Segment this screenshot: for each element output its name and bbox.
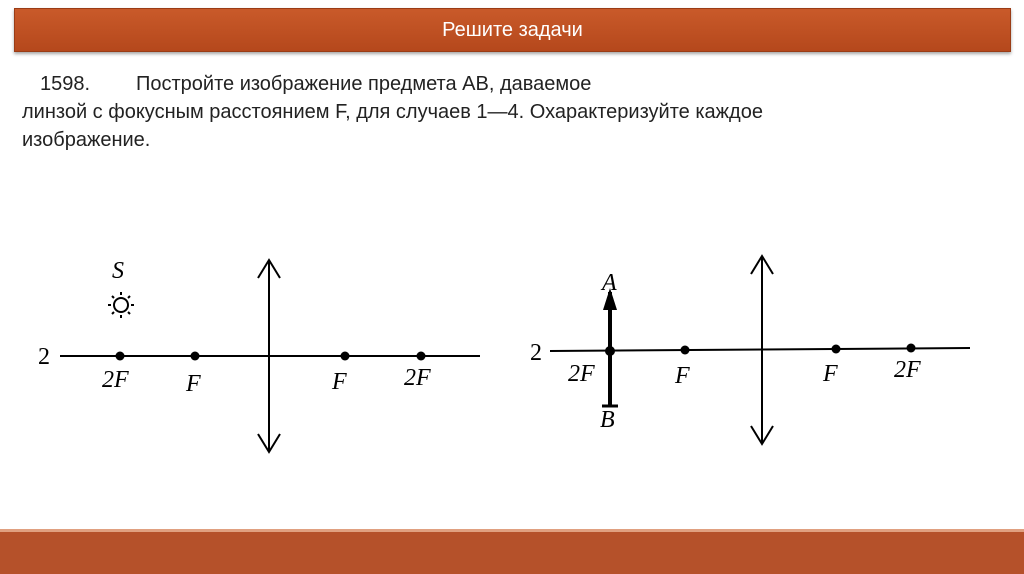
label-f-right: F <box>823 361 838 387</box>
case-number: 2 <box>38 344 50 370</box>
footer-bar <box>0 529 1024 574</box>
label-2f-left: 2F <box>102 367 129 393</box>
task-line-2: линзой с фокусным расстоянием F, для случаев 1—4. Охарактеризуйте каждое <box>22 101 763 123</box>
label-f-left: F <box>675 363 690 389</box>
task-text <box>22 70 982 154</box>
point-2f-right <box>907 344 916 353</box>
task-line-1: 1598. Постройте изображение предмета AB, даваемое <box>22 70 982 98</box>
label-b: B <box>600 407 615 433</box>
point-2f-right <box>417 352 426 361</box>
label-2f-right: 2F <box>404 365 431 391</box>
label-2f-right: 2F <box>894 357 921 383</box>
point-2f-left <box>605 346 615 356</box>
label-s: S <box>112 258 124 284</box>
page-title: Решите задачи <box>442 18 583 41</box>
label-f-right: F <box>332 369 347 395</box>
diagram-right <box>520 240 980 470</box>
label-2f-left: 2F <box>568 361 595 387</box>
point-f-right <box>341 352 350 361</box>
point-f-left <box>681 346 690 355</box>
point-f-left <box>191 352 200 361</box>
task-number: 1598. <box>40 73 91 95</box>
point-2f-left <box>116 352 125 361</box>
point-f-right <box>832 345 841 354</box>
sun-icon <box>108 292 134 318</box>
label-f-left: F <box>186 371 201 397</box>
title-bar <box>14 8 1011 52</box>
case-number: 2 <box>530 340 542 366</box>
label-a: A <box>602 270 617 296</box>
task-line-3: изображение. <box>22 129 151 151</box>
diagram-left <box>30 240 500 470</box>
